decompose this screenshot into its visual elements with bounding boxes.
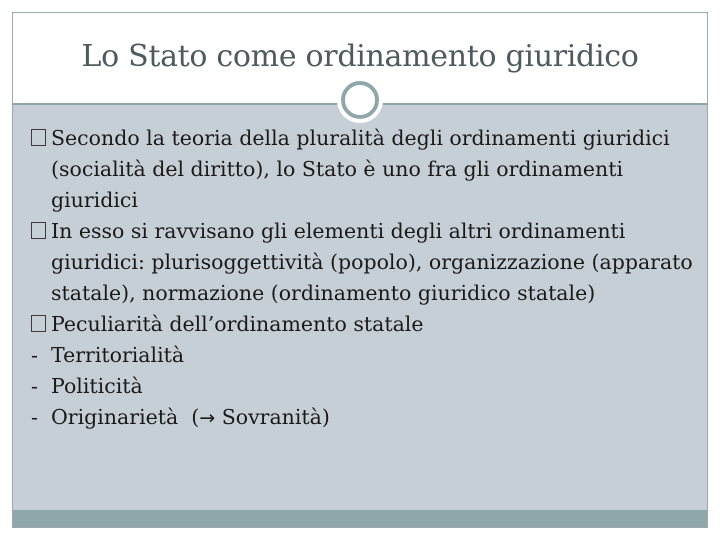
bullet-text: Peculiarità dell’ordinamento statale (51, 312, 424, 336)
dash-text: Politicità (51, 374, 143, 398)
bullet-item (31, 309, 701, 340)
dash-text-suffix: Sovranità) (215, 405, 330, 429)
footer-bar (13, 510, 707, 527)
ring-icon (341, 81, 379, 119)
dash-text: Originarietà ( (51, 405, 200, 429)
bullet-item (31, 123, 701, 216)
dash-marker: - (31, 405, 38, 429)
dash-item (31, 340, 701, 371)
dash-marker: - (31, 343, 38, 367)
slide-title: Lo Stato come ordinamento giuridico (81, 39, 639, 74)
slide-body (31, 123, 701, 434)
square-bullet-icon (31, 129, 46, 146)
square-bullet-icon (31, 222, 46, 239)
slide (12, 12, 708, 528)
dash-marker: - (31, 374, 38, 398)
bullet-text: In esso si ravvisano gli elementi degli altri ordinamenti giuridici: plurisoggettività (popolo), organizzazione (apparato statale), normazione (ordinamento giuridico statale) (51, 219, 693, 305)
bullet-item (31, 216, 701, 309)
right-arrow-icon: → (199, 407, 216, 429)
bullet-text: Secondo la teoria della pluralità degli ordinamenti giuridici (socialità del diritto), lo Stato è uno fra gli ordinamenti giuridici (51, 126, 670, 212)
square-bullet-icon (31, 315, 46, 332)
dash-text: Territorialità (51, 343, 185, 367)
dash-item (31, 402, 701, 434)
dash-item (31, 371, 701, 402)
